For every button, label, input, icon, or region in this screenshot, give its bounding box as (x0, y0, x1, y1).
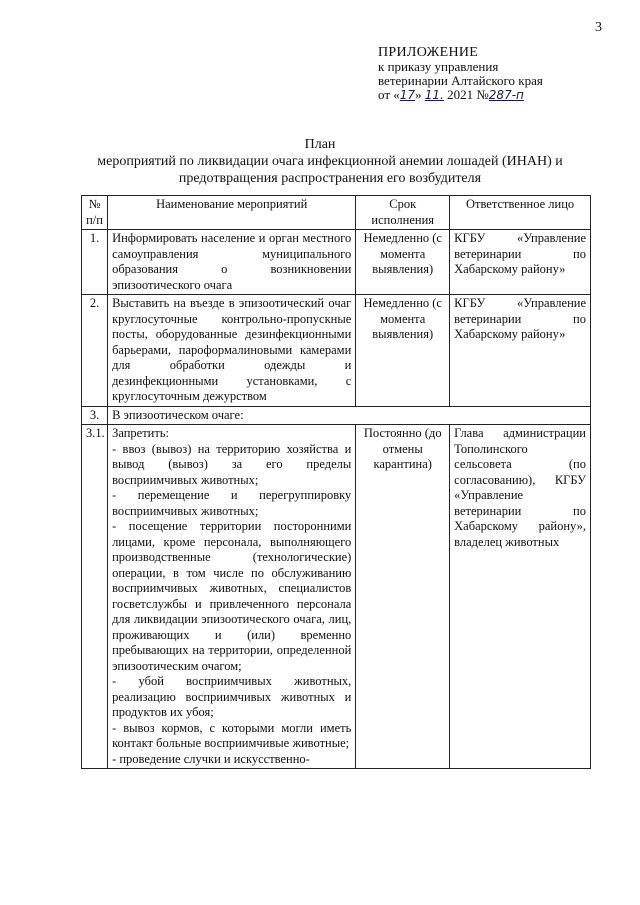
handwritten-number: 287-п (488, 88, 524, 102)
table-row (82, 230, 591, 295)
list-item: - вывоз кормов, с которыми могли иметь контакт больные восприимчивые животные; (112, 720, 352, 750)
list-item: - убой восприимчивых животных, реализацию восприимчивых животных и продуктов их убоя; (112, 674, 352, 719)
row-term: Немедленно (с момента выявления) (356, 230, 450, 295)
table-row (82, 425, 591, 769)
appendix-line-1: к приказу управления (378, 59, 499, 74)
section-label: В эпизоотическом очаге: (108, 406, 591, 425)
plan-table (81, 195, 591, 769)
section-num: 3. (82, 406, 108, 425)
appendix-block (378, 46, 543, 102)
appendix-line-2: ветеринарии Алтайского края (378, 73, 543, 88)
plan-title: План (304, 137, 336, 152)
page-number: 3 (595, 20, 602, 35)
row-num: 3.1. (82, 425, 108, 769)
handwritten-day: 17 (399, 88, 416, 102)
date-prefix: от « (378, 87, 400, 102)
list-item: - ввоз (вывоз) на территорию хозяйства и вывод (вывоз) за его пределы восприимчивых животных; (112, 441, 352, 487)
header-action: Наименование мероприятий (108, 196, 356, 230)
plan-subtitle: мероприятий по ликвидации очага инфекционной анемии лошадей (ИНАН) и предотвращения распространения его возбудителя (97, 154, 563, 186)
table-header-row (82, 196, 591, 230)
list-item: - посещение территории посторонними лицами, кроме персонала, выполняющего производственные (технологические) операции, в том числе по обслуживанию восприимчивых животных, специалистов госветслужбы и привлеченного персонала для ликвидации эпизоотического очага, лиц, проживающих и (или) временно пребывающих на территории, определенной эпизоотическим очагом; (112, 519, 352, 673)
row-term: Постоянно (до отмены карантина) (356, 425, 450, 769)
list-item: - проведение случки и искусственно- (112, 751, 310, 766)
row-responsible: КГБУ «Управление ветеринарии по Хабарскому району» (450, 295, 591, 407)
table-row (82, 295, 591, 407)
handwritten-month: 11. (424, 88, 444, 102)
row-action: Выставить на въезде в эпизоотический очаг круглосуточные контрольно-пропускные посты, оборудованные дезинфекционными барьерами, пароформалиновыми камерами для обработки одежды и дезинфекционными установками, с круглосуточным дежурством (108, 295, 356, 407)
row-action-list (108, 425, 356, 769)
date-year: 2021 № (443, 87, 489, 102)
row-action: Информировать население и орган местного самоуправления муниципального образования о возникновении эпизоотического очага (108, 230, 356, 295)
header-num: № п/п (82, 196, 108, 230)
list-item: Запретить: (112, 426, 169, 440)
list-item: - перемещение и перегруппировку восприимчивых животных; (112, 488, 352, 518)
date-mid: » (415, 87, 425, 102)
row-responsible: Глава администрации Тополинского сельсовета (по согласованию), КГБУ «Управление ветеринарии по Хабарскому району», владелец животных (450, 425, 591, 769)
appendix-date-line (378, 88, 543, 102)
section-row (82, 406, 591, 425)
appendix-title: ПРИЛОЖЕНИЕ (378, 45, 479, 60)
header-term: Срок исполнения (356, 196, 450, 230)
row-num: 1. (82, 230, 108, 295)
header-responsible: Ответственное лицо (450, 196, 591, 230)
row-num: 2. (82, 295, 108, 407)
row-responsible: КГБУ «Управление ветеринарии по Хабарскому району» (450, 230, 591, 295)
row-term: Немедленно (с момента выявления) (356, 295, 450, 407)
